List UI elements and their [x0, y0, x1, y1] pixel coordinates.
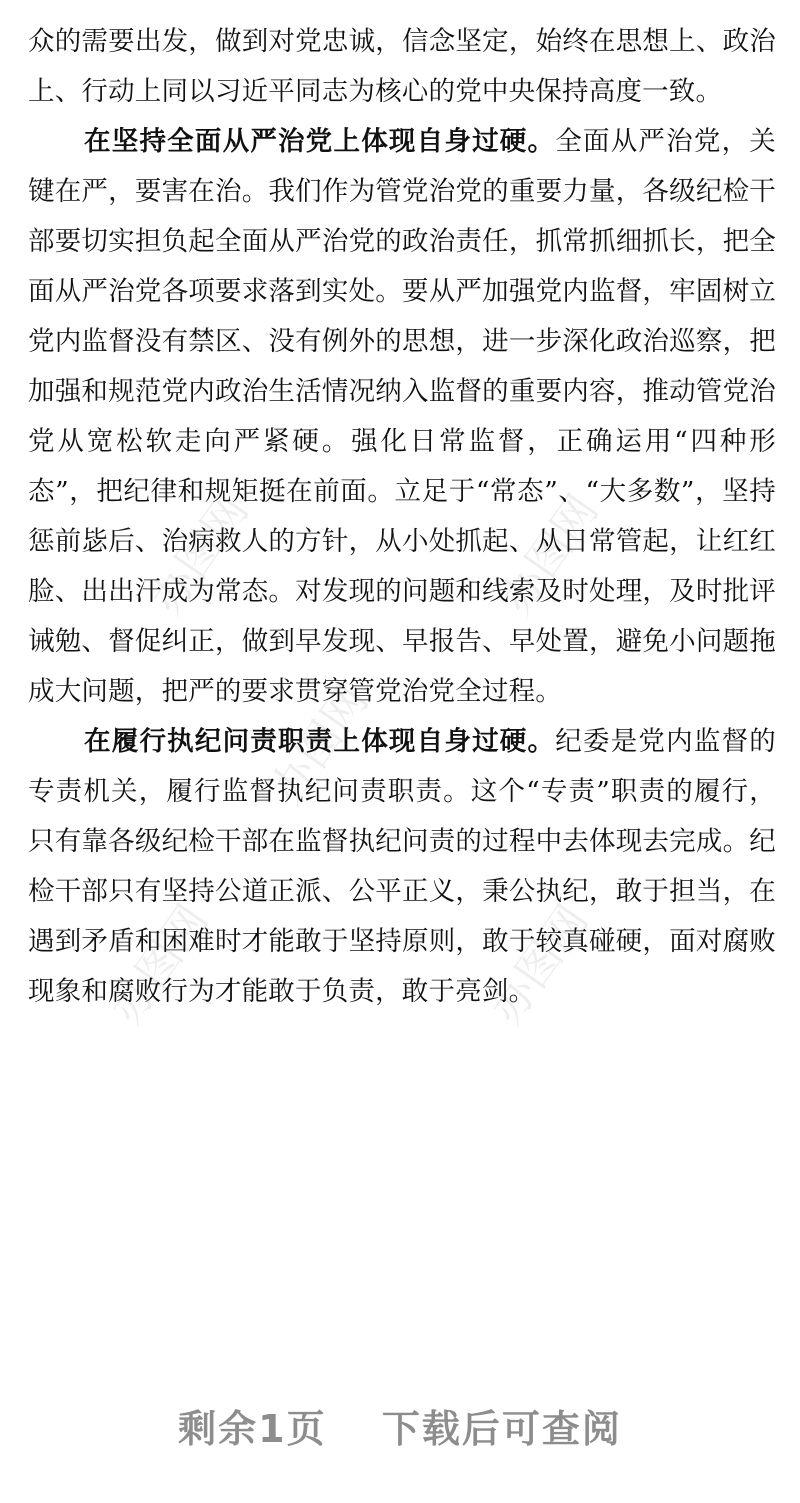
paragraph-text: 众的需要出发，做到对党忠诚，信念坚定，始终在思想上、政治上、行动上同以习近平同志为核心的党中央保持高度一致。 — [28, 26, 776, 107]
paragraph-1 — [28, 17, 776, 117]
download-prompt[interactable] — [0, 1398, 800, 1453]
paragraph-2 — [28, 117, 776, 717]
watermark: 办图网 — [260, 675, 379, 814]
watermark: 办图网 — [480, 895, 599, 1034]
document-body — [28, 26, 776, 1017]
watermark: 办图网 — [100, 895, 219, 1034]
watermark: 办图网 — [490, 485, 609, 624]
remaining-pages-label: 剩余1页 — [178, 1407, 327, 1451]
paragraph-text: 全面从严治党，关键在严，要害在治。我们作为管党治党的重要力量，各级纪检干部要切实担负起全面从严治党的政治责任，抓常抓细抓长，把全面从严治党各项要求落到实处。要从严加强党内监督，牢固树立党内监督没有禁区、没有例外的思想，进一步深化政治巡察，把加强和规范党内政治生活情况纳入监督的重要内容，推动管党治党从宽松软走向严紧硬。强化日常监督，正确运用“四种形态”，把纪律和规矩挺在前面。立足于“常态”、“大多数”，坚持惩前毖后、治病救人的方针，从小处抓起、从日常管起，让红红脸、出出汗成为常态。对发现的问题和线索及时处理，及时批评诫勉、督促纠正，做到早发现、早报告、早处置，避免小问题拖成大问题，把严的要求贯穿管党治党全过程。 — [28, 126, 776, 707]
paragraph-heading: 在坚持全面从严治党上体现自身过硬。 — [84, 126, 556, 157]
paragraph-heading: 在履行执纪问责职责上体现自身过硬。 — [84, 726, 556, 757]
watermark: 办图网 — [140, 485, 259, 624]
download-to-view-label: 下载后可查阅 — [381, 1407, 622, 1451]
paragraph-3 — [28, 717, 776, 1017]
paragraph-text: 纪委是党内监督的专责机关，履行监督执纪问责职责。这个“专责”职责的履行，只有靠各级纪检干部在监督执纪问责的过程中去体现去完成。纪检干部只有坚持公道正派、公平正义，秉公执纪，敢于担当，在遇到矛盾和困难时才能敢于坚持原则，敢于较真碰硬，面对腐败现象和腐败行为才能敢于负责，敢于亮剑。 — [28, 726, 776, 1007]
